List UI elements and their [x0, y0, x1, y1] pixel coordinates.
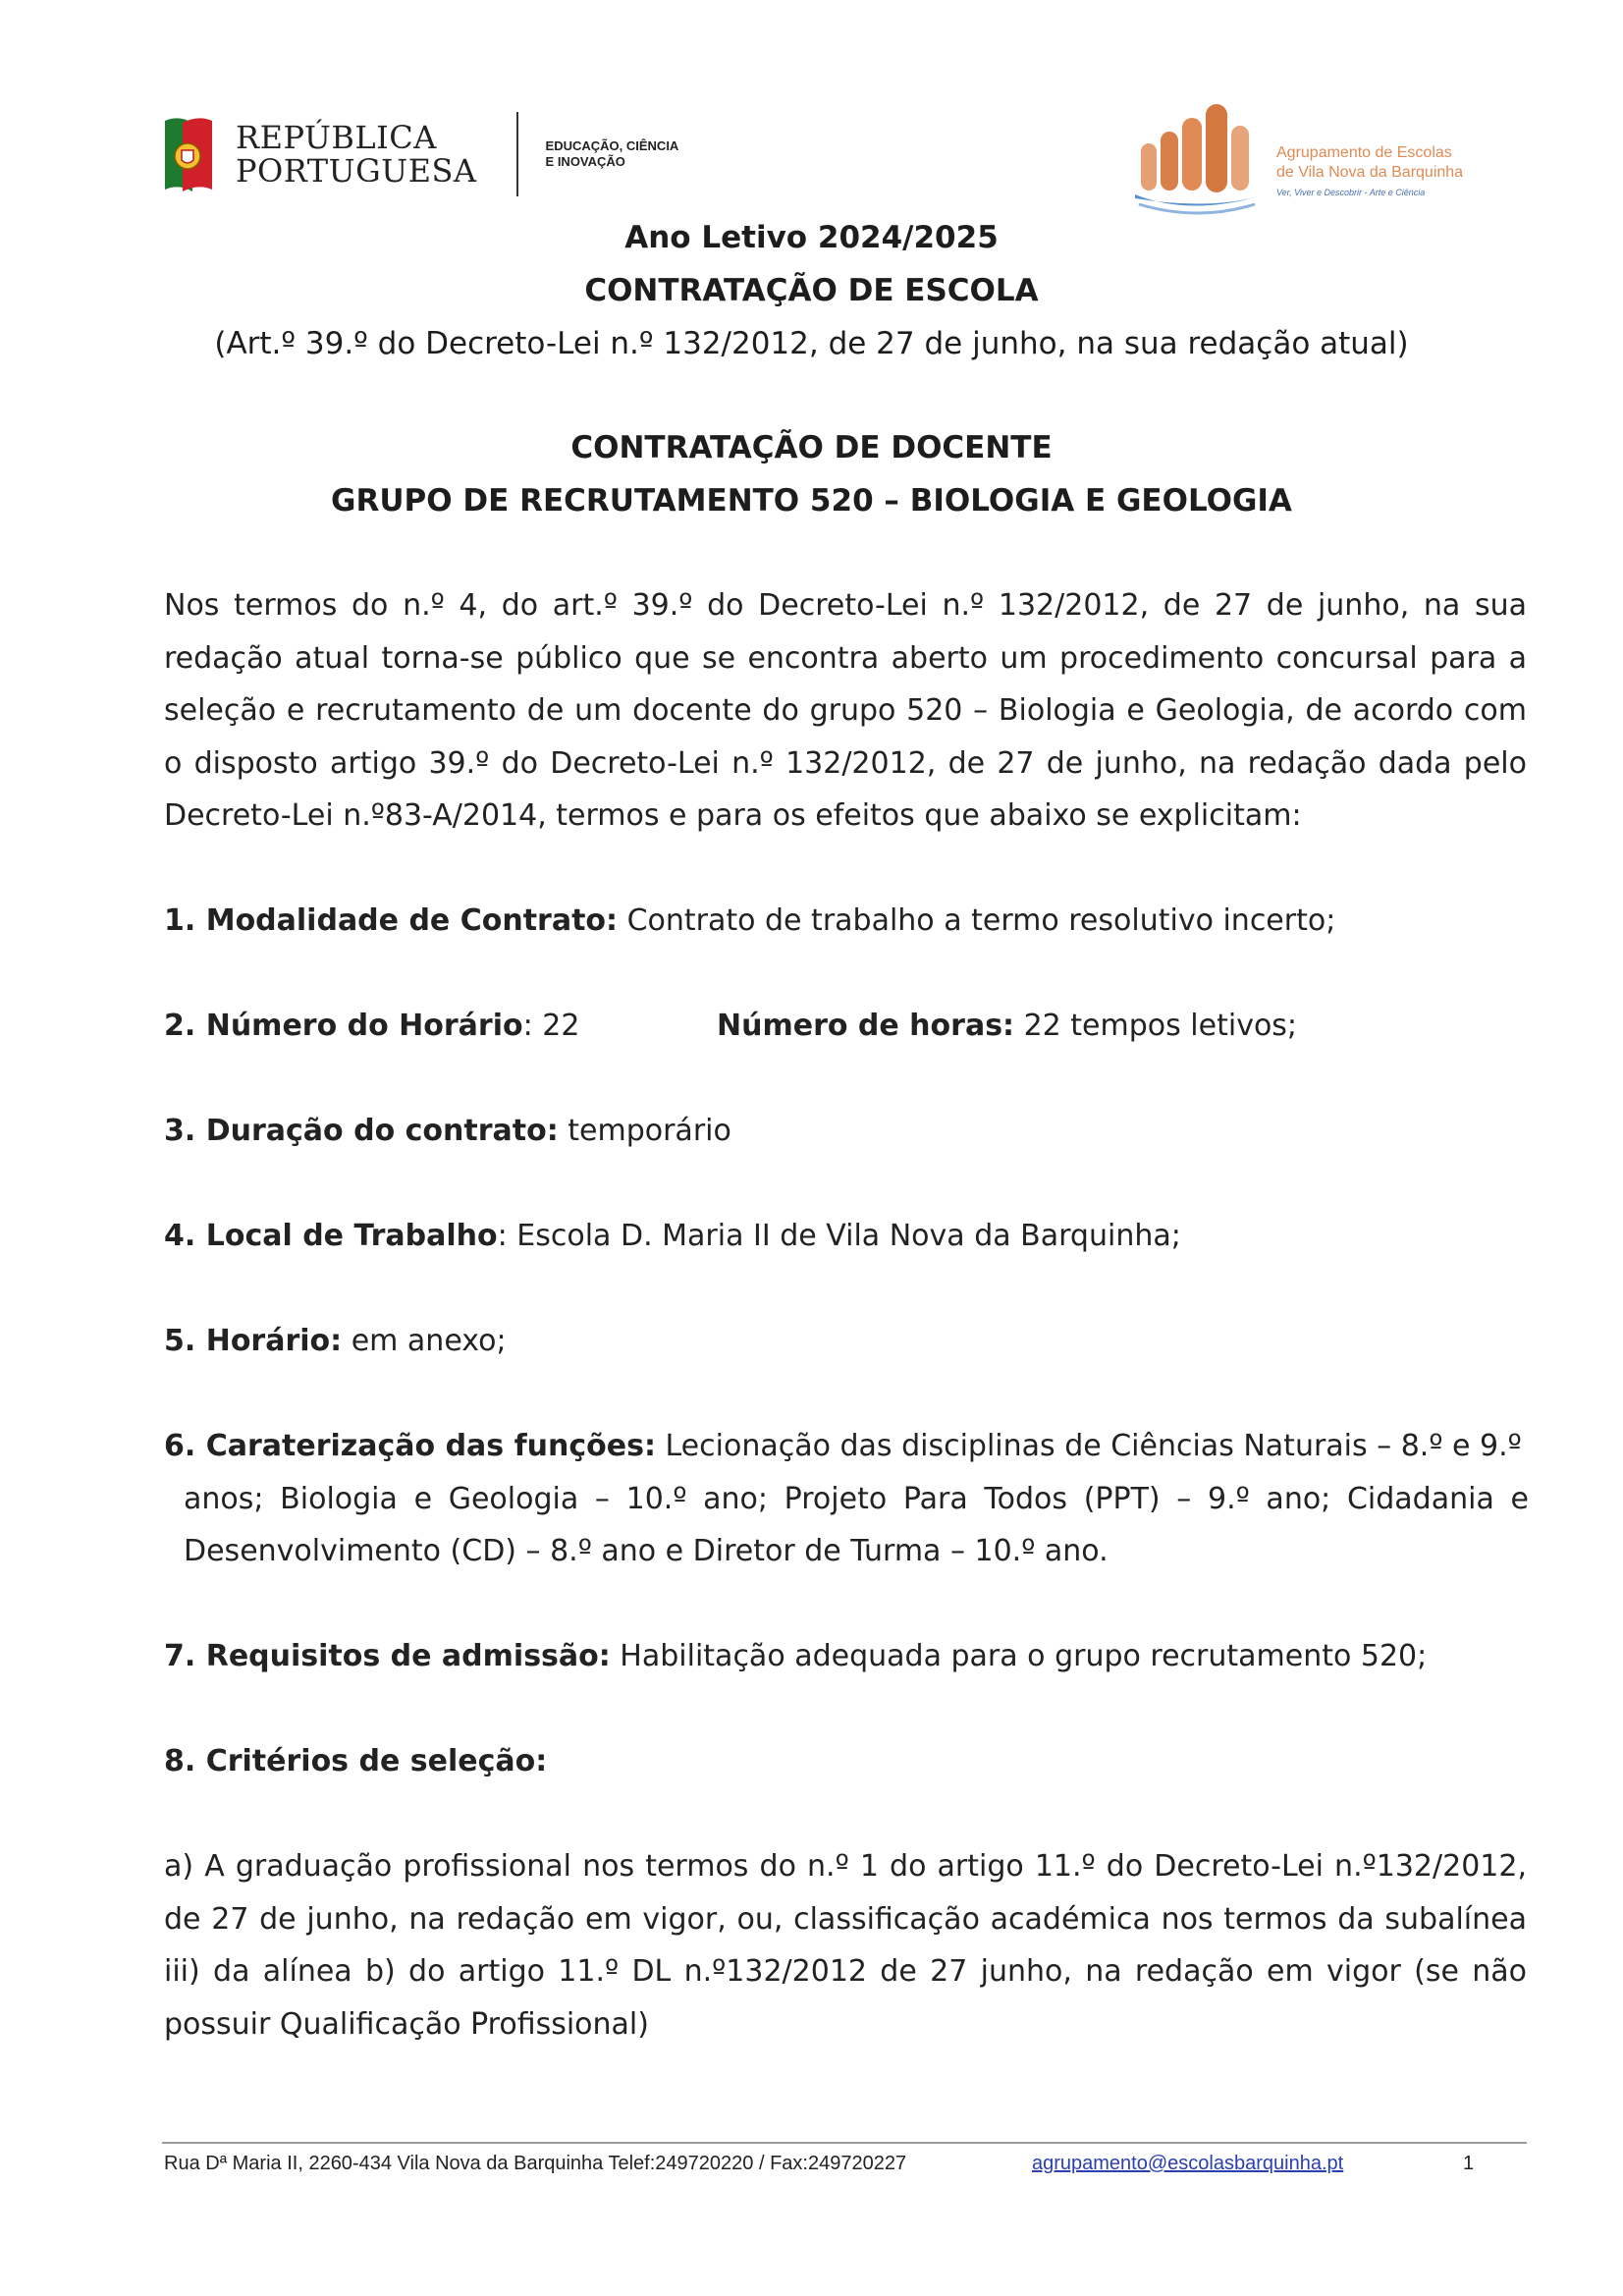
item-8-label: 8. Critérios de seleção: — [164, 1744, 548, 1778]
item-2b-label: Número de horas: — [717, 1009, 1015, 1043]
school-name — [1276, 143, 1463, 183]
footer-address: Rua Dª Maria II, 2260-434 Vila Nova da Barquinha Telef:249720220 / Fax:249720227 — [164, 2153, 907, 2174]
item-3-value: temporário — [558, 1114, 731, 1148]
item-6-value-rest: anos; Biologia e Geologia – 10.º ano; Projeto Para Todos (PPT) – 9.º ano; Cidadania e Desenvolvimento (CD) – 8.º ano e Diretor de Turma – 10.º ano. — [184, 1481, 1529, 1568]
item-modalidade — [164, 895, 1529, 948]
item-2-label: 2. Número do Horário — [164, 1009, 523, 1043]
ministry-text — [546, 138, 679, 170]
school-name-line-1: Agrupamento de Escolas — [1276, 144, 1452, 161]
item-6-label: 6. Caraterização das funções: — [164, 1429, 656, 1463]
item-5-label: 5. Horário: — [164, 1324, 343, 1358]
item-7-label: 7. Requisitos de admissão: — [164, 1639, 611, 1673]
item-3-label: 3. Duração do contrato: — [164, 1114, 559, 1148]
header-divider — [516, 112, 518, 196]
item-2-value: : 22 — [522, 1009, 580, 1043]
title-block — [0, 211, 1623, 370]
republica-portuguesa-logo — [159, 110, 678, 198]
criteria-a-paragraph: a) A graduação profissional nos termos do n.º 1 do artigo 11.º do Decreto-Lei n.º132/2012, de 27 de junho, na redação em vigor, ou, classificação académica nos termos da subalínea iii) da alínea b) do artigo 11.º DL n.º132/2012 de 27 junho, na redação em vigor (se não possuir Qualificação Profissional) — [164, 1849, 1527, 2042]
school-motto: Ver, Viver e Descobrir - Arte e Ciência — [1276, 188, 1426, 197]
item-7-value: Habilitação adequada para o grupo recrutamento 520; — [610, 1639, 1428, 1673]
docente-title: CONTRATAÇÃO DE DOCENTE — [570, 430, 1053, 465]
footer — [164, 2153, 1529, 2175]
item-local — [164, 1210, 1529, 1263]
item-criterios — [164, 1735, 1529, 1788]
item-6-value-first: Lecionação das disciplinas de Ciências Naturais – 8.º e 9.º — [655, 1429, 1522, 1463]
school-name-line-2: de Vila Nova da Barquinha — [1276, 164, 1464, 181]
item-1-value: Contrato de trabalho a termo resolutivo incerto; — [618, 903, 1336, 938]
republica-portuguesa-text — [236, 121, 477, 188]
academic-year-title: Ano Letivo 2024/2025 — [624, 220, 999, 255]
portuguese-flag-icon — [159, 113, 216, 195]
item-duracao — [164, 1105, 1529, 1158]
item-4-value: : Escola D. Maria II de Vila Nova da Barquinha; — [497, 1219, 1181, 1253]
item-4-label: 4. Local de Trabalho — [164, 1219, 498, 1253]
item-5-value: em anexo; — [342, 1324, 507, 1358]
footer-email-link[interactable]: agrupamento@escolasbarquinha.pt — [1032, 2153, 1344, 2174]
footer-rule — [162, 2142, 1527, 2144]
ministry-line-1: EDUCAÇÃO, CIÊNCIA — [545, 138, 679, 153]
intro-paragraph: Nos termos do n.º 4, do art.º 39.º do Decreto-Lei n.º 132/2012, de 27 de junho, na sua redação atual torna-se público que se encontra aberto um procedimento concursal para a seleção e recrutamento de um docente do grupo 520 – Biologia e Geologia, de acordo com o disposto artigo 39.º do Decreto-Lei n.º 132/2012, de 27 de junho, na redação dada pelo Decreto-Lei n.º83-A/2014, termos e para os efeitos que abaixo se explicitam: — [164, 588, 1527, 833]
school-logo-icon — [1129, 96, 1276, 220]
item-funcoes — [164, 1420, 1529, 1578]
legal-reference: (Art.º 39.º do Decreto-Lei n.º 132/2012, de 27 de junho, na sua redação atual) — [214, 326, 1409, 361]
item-requisitos — [164, 1630, 1529, 1683]
item-horario — [164, 1315, 1529, 1368]
subtitle-block — [0, 421, 1623, 527]
page-number: 1 — [1463, 2153, 1475, 2174]
ministry-line-2: E INOVAÇÃO — [545, 154, 625, 169]
grupo-title: GRUPO DE RECRUTAMENTO 520 – BIOLOGIA E GEOLOGIA — [331, 483, 1292, 519]
item-horario-numero — [164, 1000, 1529, 1053]
item-1-label: 1. Modalidade de Contrato: — [164, 903, 619, 938]
portuguesa-line: PORTUGUESA — [236, 152, 477, 190]
republica-line: REPÚBLICA — [236, 119, 437, 156]
school-logo-block — [1129, 96, 1502, 220]
contract-title: CONTRATAÇÃO DE ESCOLA — [584, 273, 1039, 308]
item-2b-value: 22 tempos letivos; — [1014, 1009, 1298, 1043]
